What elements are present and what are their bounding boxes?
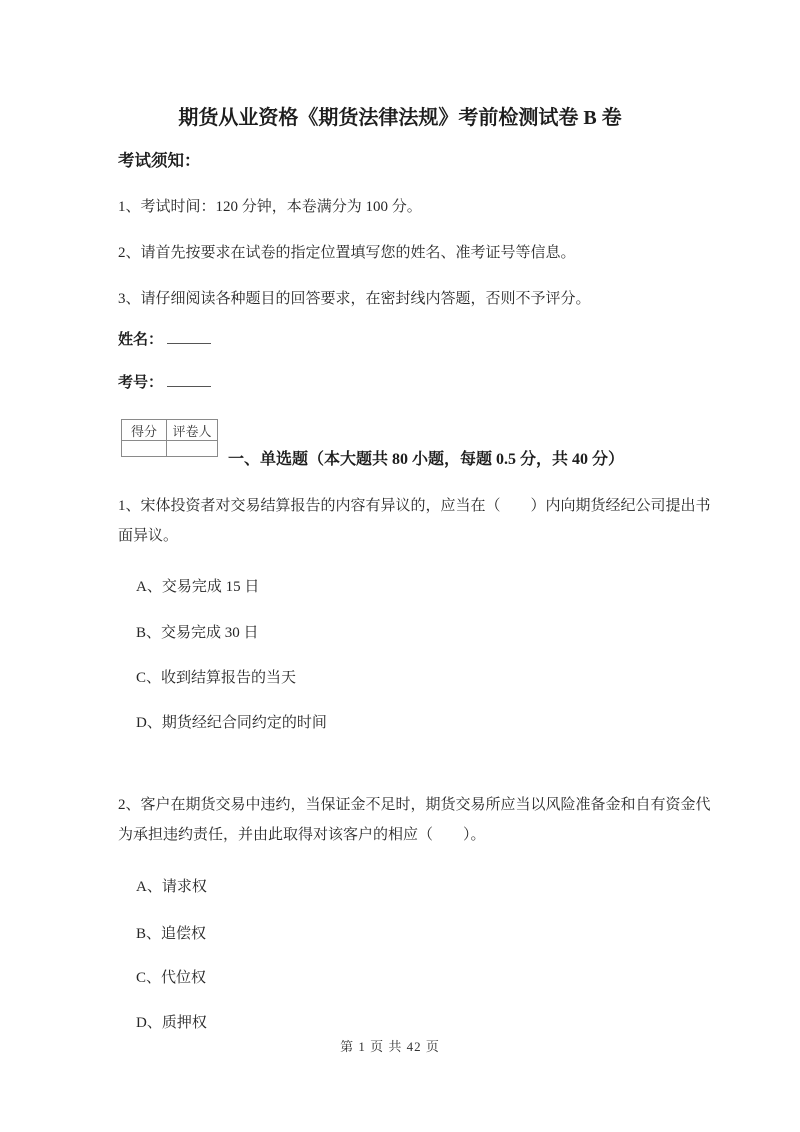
score-table-header-row xyxy=(122,420,218,441)
notice-heading: 考试须知： xyxy=(118,151,201,170)
question-1-option-d: D、期货经纪合同约定的时间 xyxy=(136,715,327,731)
question-2-option-c: C、代位权 xyxy=(136,970,207,986)
question-2-text-line-1: 2、客户在期货交易中违约，当保证金不足时，期货交易所应当以风险准备金和自有资金代 xyxy=(118,797,711,813)
question-2-option-b: B、追偿权 xyxy=(136,926,207,942)
notice-item-3: 3、请仔细阅读各种题目的回答要求，在密封线内答题，否则不予评分。 xyxy=(118,291,591,307)
question-2-option-a: A、请求权 xyxy=(136,879,207,895)
name-field xyxy=(118,328,211,349)
question-2-option-d: D、质押权 xyxy=(136,1015,207,1031)
question-1-option-a: A、交易完成 15 日 xyxy=(136,579,260,595)
question-1-option-b: B、交易完成 30 日 xyxy=(136,625,259,641)
score-value-cell xyxy=(122,441,167,457)
notice-item-2: 2、请首先按要求在试卷的指定位置填写您的姓名、准考证号等信息。 xyxy=(118,245,576,261)
grader-value-cell xyxy=(167,441,218,457)
exam-no-field-blank xyxy=(167,373,211,387)
question-2 xyxy=(118,790,738,850)
score-table xyxy=(121,419,218,457)
exam-no-field-label: 考号： xyxy=(118,375,164,391)
page-footer: 第 1 页 共 42 页 xyxy=(340,1039,440,1054)
name-field-blank xyxy=(167,330,211,344)
score-table-value-row xyxy=(122,441,218,457)
question-2-text-line-2: 为承担违约责任，并由此取得对该客户的相应（ ）。 xyxy=(118,827,486,843)
exam-no-field xyxy=(118,371,211,392)
name-field-label: 姓名： xyxy=(118,332,164,348)
paper-title: 期货从业资格《期货法律法规》考前检测试卷 B 卷 xyxy=(178,107,622,129)
notice-item-1: 1、考试时间：120 分钟，本卷满分为 100 分。 xyxy=(118,199,422,215)
question-1 xyxy=(118,491,738,551)
score-header-cell: 得分 xyxy=(122,420,167,441)
question-1-text-line-2: 面异议。 xyxy=(118,528,179,544)
section-heading: 一、单选题（本大题共 80 小题，每题 0.5 分，共 40 分） xyxy=(228,451,625,468)
grader-header-cell: 评卷人 xyxy=(167,420,218,441)
question-1-option-c: C、收到结算报告的当天 xyxy=(136,670,297,686)
question-1-text-line-1: 1、宋体投资者对交易结算报告的内容有异议的，应当在（ ）内向期货经纪公司提出书 xyxy=(118,498,711,514)
